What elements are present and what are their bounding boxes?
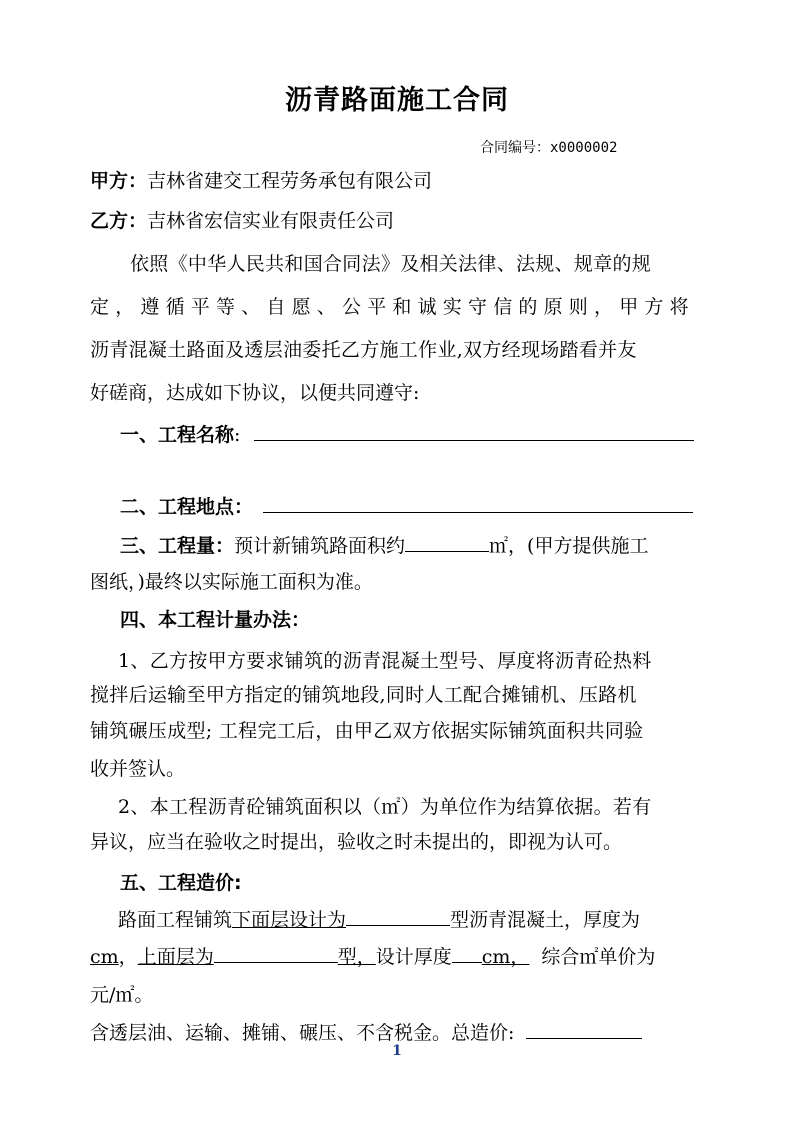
section-5-l2-c: 上面层为	[137, 946, 214, 968]
section-5-l2-d: 型，	[337, 946, 376, 968]
section-5-l1-c: 型沥青混凝土，厚度为	[450, 909, 641, 931]
thickness-blank	[452, 942, 482, 963]
section-3-text-b: ㎡，(甲方提供施工	[489, 535, 649, 557]
section-2-label: 二、工程地点：	[120, 496, 254, 518]
section-3-text-a: 预计新铺筑路面积约	[234, 535, 406, 557]
section-5-line-4	[90, 1018, 710, 1045]
party-b-label: 乙方：	[90, 210, 148, 232]
section-1-colon: :	[234, 424, 241, 446]
section-4-label: 四、本工程计量办法：	[120, 609, 311, 631]
section-4-p1-line-3: 铺筑碾压成型; 工程完工后，由甲乙双方依据实际铺筑面积共同验	[90, 720, 644, 742]
section-5-line-2	[90, 942, 710, 969]
upper-layer-type-blank	[214, 942, 338, 963]
section-5-line-1	[118, 905, 710, 932]
section-4-p2-line-2: 异议，应当在验收之时提出，验收之时未提出的，即视为认可。	[90, 831, 623, 853]
total-cost-blank	[526, 1018, 642, 1039]
section-5-l4-text: 含透层油、运输、摊铺、碾压、不含税金。总造价:	[90, 1022, 515, 1044]
area-blank	[405, 531, 489, 552]
party-b-name: 吉林省宏信实业有限责任公司	[147, 210, 395, 232]
document-title: 沥青路面施工合同	[285, 85, 509, 116]
section-3	[120, 531, 710, 558]
section-5-line-3: 元/㎡。	[90, 984, 154, 1006]
intro-line-2: 定，遵循平等、自愿、公平和诚实守信的原则，甲方将	[90, 296, 695, 318]
section-1-label: 一、工程名称	[120, 424, 235, 446]
section-5-l2-b: ，	[118, 946, 138, 968]
party-b	[90, 206, 710, 233]
intro-line-1: 依照《中华人民共和国合同法》及相关法律、法规、规章的规	[130, 253, 652, 275]
contract-number-label: 合同编号：	[480, 140, 550, 156]
section-3-label: 三、工程量：	[120, 535, 235, 557]
project-name-blank	[254, 420, 694, 441]
party-a-name: 吉林省建交工程劳务承包有限公司	[147, 170, 433, 192]
section-5-l1-b: 下面层设计为	[232, 909, 347, 931]
section-5-l2-g: 综合㎡单价为	[541, 946, 656, 968]
page-number: 1	[392, 1043, 402, 1059]
party-a-label: 甲方：	[90, 170, 148, 192]
intro-line-4: 好磋商，达成如下协议，以便共同遵守:	[90, 382, 420, 404]
intro-line-3: 沥青混凝土路面及透层油委托乙方施工作业,双方经现场踏看并友	[90, 339, 637, 361]
section-4-p1-line-4: 收并签认。	[90, 758, 186, 780]
section-5-l1-a: 路面工程铺筑	[118, 909, 233, 931]
lower-layer-type-blank	[346, 905, 450, 926]
section-3-line-2: 图纸，)最终以实际施工面积为准。	[90, 571, 373, 593]
section-5-l2-e: 设计厚度	[375, 946, 452, 968]
section-5-l2-f: cm，	[481, 946, 530, 968]
section-5-l2-a: cm	[90, 946, 119, 968]
project-location-blank	[263, 492, 693, 513]
section-4-p2-line-1: 2、本工程沥青砼铺筑面积以（㎡）为单位作为结算依据。若有	[118, 796, 652, 818]
section-5-label: 五、工程造价:	[120, 872, 242, 894]
section-4-p1-line-2: 搅拌后运输至甲方指定的铺筑地段,同时人工配合摊铺机、压路机	[90, 684, 637, 706]
contract-number	[480, 137, 617, 157]
party-a	[90, 166, 710, 193]
section-1	[120, 420, 710, 447]
contract-number-value: x0000002	[550, 140, 618, 156]
section-4-p1-line-1: 1、乙方按甲方要求铺筑的沥青混凝土型号、厚度将沥青砼热料	[118, 650, 652, 672]
section-2	[120, 492, 710, 519]
